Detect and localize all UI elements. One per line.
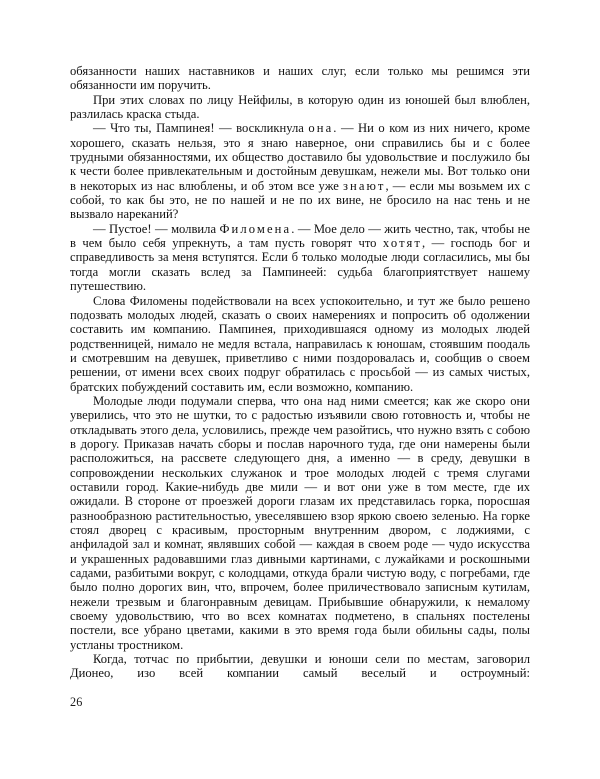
emphasis-spaced: знают	[342, 178, 386, 193]
text-run: , — если мы возьмем их с собой, то как бы это, не по нашей и не по их вине, не бросило на нас тень и не вызвало нареканий?	[70, 178, 530, 222]
text-run: — Что ты, Пампинея! — воскликнула	[93, 121, 309, 136]
text-run: . — Ни о ком из них ничего, кроме хорошего, сказать нельзя, это я знаю наверное, они справились бы и с более трудными обязанностями, их общество доставило бы удовольствие и послужило бы к чести более привлекательным и достойным девушкам, нежели мы. Вот только они в некоторых из нас влюблены, и об этом все уже	[70, 121, 530, 193]
text-run: — Пустое! — молвила	[93, 221, 220, 236]
text-run: , — господь бог и справедливость за меня вступятся. Если б только молодые люди согласились, мы бы тогда могли сказать вслед за Пампинеей: судьба благоприятствует нашему путешествию.	[70, 236, 530, 294]
text-run: . — Мое дело — жить честно, так, чтобы не в чем было себя упрекнуть, а там пусть говорят что	[70, 221, 530, 251]
emphasis-spaced: хотят	[382, 236, 423, 251]
emphasis-spaced: она	[308, 121, 334, 136]
paragraph: При этих словах по лицу Нейфилы, в которую один из юношей был влюблен, разлилась краска стыда.	[70, 92, 530, 122]
paragraph: Слова Филомены подействовали на всех успокоительно, и тут же было решено подозвать молодых людей, сказать о своих намерениях и попросить об одолжении составить им компанию. Пампинея, приходившаяся одному из молодых людей родственницей, нимало не медля встала, направилась к юношам, стоявшим поодаль и смотревшим на девушек, приветливо с ними поздоровалась и, сообщив о своем решении, от имени всех своих подруг обратилась с просьбой — из самых чистых, братских побуждений составить им, если возможно, компанию.	[70, 293, 530, 394]
paragraph-continuation: обязанности наших наставников и наших слуг, если только мы решимся эти обязанности им поручить.	[70, 64, 530, 93]
emphasis-spaced: Филомена	[219, 221, 292, 236]
page-text-block	[70, 64, 530, 681]
page-number: 26	[70, 695, 83, 709]
paragraph-final: Когда, тотчас по прибытии, девушки и юноши сели по местам, заговорил Дионео, изо всей компании самый веселый и остроумный:	[70, 652, 530, 681]
paragraph: Молодые люди подумали сперва, что она над ними смеется; как же скоро они уверились, что это не шутки, то с радостью изъявили свою готовность и, чтобы не откладывать этого дела, условились, прежде чем разойтись, что нужно взять с собою в дорогу. Приказав начать сборы и послав нарочного туда, где они намерены были расположиться, на рассвете следующего дня, а именно — в среду, девушки в сопровождении нескольких служанок и трое молодых людей с тремя слугами оставили город. Какие-нибудь две мили — и вот они уже в том месте, где их ожидали. В стороне от проезжей дороги глазам их представилась горка, поросшая разнообразною растительностью, увеселявшею взор яркою своею зеленью. На горке стоял дворец с красивым, просторным внутренним двором, с лоджиями, с анфиладой зал и комнат, являвших собой — каждая в своем роде — чудо искусства и украшенных радовавшими глаз дивными картинами, с лужайками и роскошными садами, разбитыми вокруг, с колодцами, откуда брали чистую воду, с погребами, где было полно дорогих вин, что, впрочем, более приличествовало записным кутилам, нежели трезвым и благонравным девицам. Прибывшие обнаружили, к немалому своему удовольствию, что во всех комнатах подметено, в спальнях постелены постели, все убрано цветами, какими в это время года были обильны сады, полы устланы тростником.	[70, 393, 530, 652]
paragraph-dialogue-pampinea	[70, 121, 530, 221]
paragraph-dialogue-filomena	[70, 222, 530, 294]
